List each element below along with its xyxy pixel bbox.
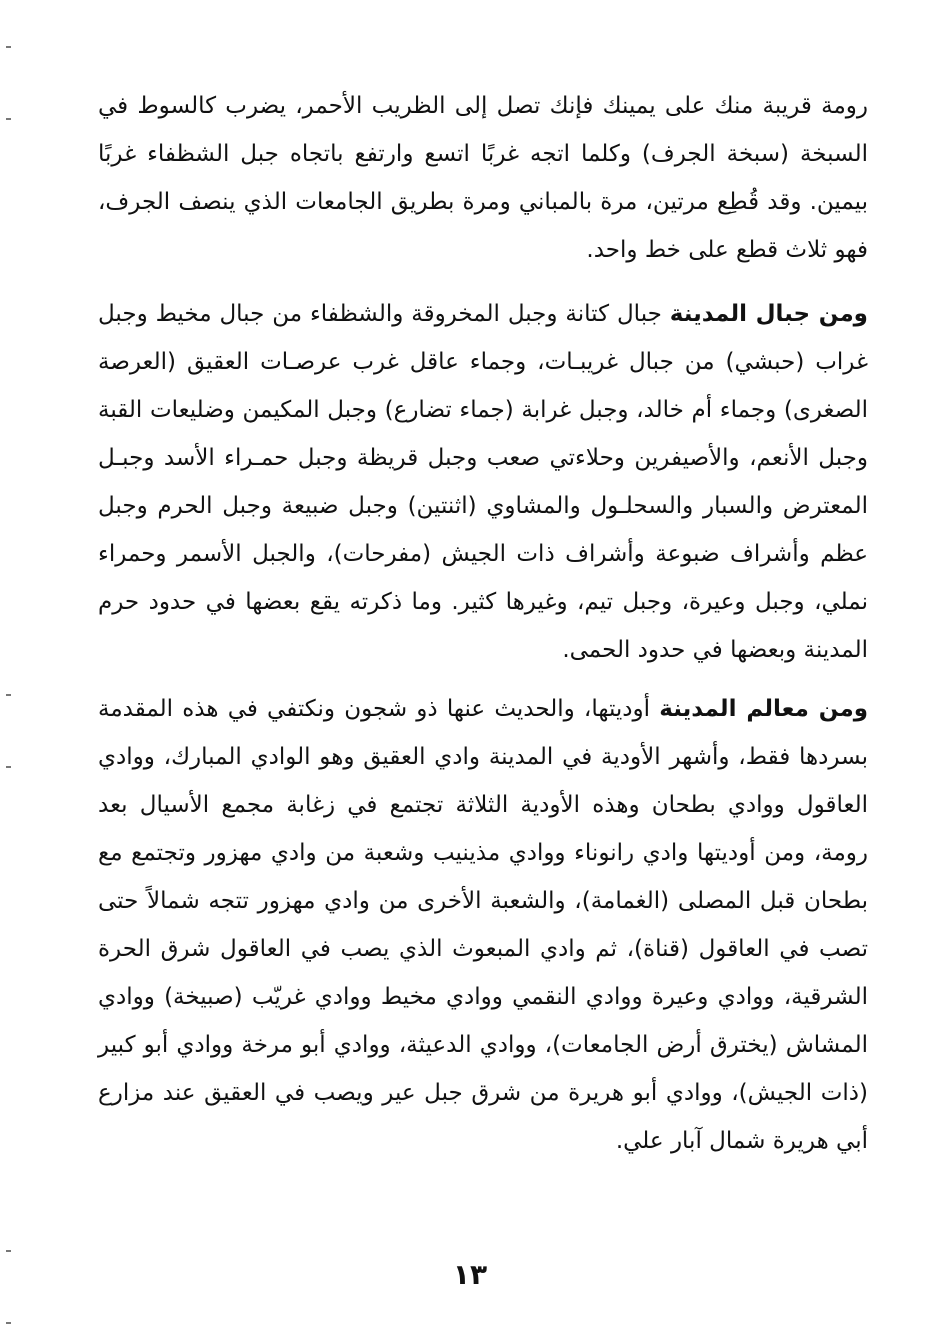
paragraph-text: أوديتها، والحديث عنها ذو شجون ونكتفي في هذه المقدمة بسردها فقط، وأشهر الأودية في المدينة وادي العقيق وهو الوادي المبارك، ووادي العاقول ووادي بطحان وهذه الأودية الثلاثة تجتمع في زغابة مجمع الأسيال بعد رومة، ومن أوديتها وادي رانوناء ووادي مذينيب وشعبة من وادي مهزور وتجتمع مع بطحان قبل المصلى (الغمامة)، والشعبة الأخرى من وادي مهزور تتجه شمالاً حتى تصب في العاقول (قناة)، ثم وادي المبعوث الذي يصب في العاقول شرق الحرة الشرقية، ووادي وعيرة ووادي النقمي ووادي مخيط ووادي غريّب (صبيخة) ووادي المشاش (يخترق أرض الجامعات)، ووادي الدعيثة، ووادي أبو مرخة ووادي أبو كبير (ذات الجيش)، ووادي أبو هريرة من شرق جبل عير ويصب في العقيق عند مزارع أبي هريرة شمال آبار علي.	[98, 696, 868, 1154]
scan-edge-mark	[6, 1322, 11, 1324]
paragraph-text: جبال كتانة وجبل المخروقة والشظفاء من جبال مخيط وجبل غراب (حبشي) من جبال غريبـات، وجماء عاقل غرب عرصـات العقيق (العرصة الصغرى) وجماء أم خالد، وجبل غرابة (جماء تضارع) وجبل المكيمن وضليعات القبة وجبل الأنعم، والأصيفرين وحلاءتي صعب وجبل قريظة وجبل حمـراء الأسد وجبـل المعترض والسبار والسحلـول والمشاوي (اثنتين) وجبل ضبيعة وجبل الحرم وجبل عظم وأشراف ضبوعة وأشراف ذات الجيش (مفرحات)، والجبل الأسمر وحمراء نملي، وجبل وعيرة، وجبل تيم، وغيرها كثير. وما ذكرته يقع بعضها في حدود حرم المدينة وبعضها في حدود الحمى.	[98, 301, 868, 663]
paragraph-lead-mountains: ومن جبال المدينة	[669, 301, 868, 327]
paragraph-valleys	[98, 685, 868, 1165]
scan-edge-mark	[6, 118, 11, 120]
paragraph-text: رومة قريبة منك على يمينك فإنك تصل إلى الظريب الأحمر، يضرب كالسوط في السبخة (سبخة الجرف) وكلما اتجه غربًا اتسع وارتفع باتجاه جبل الشظفاء غربًا بيمين. وقد قُطِع مرتين، مرة بالمباني ومرة بطريق الجامعات الذي ينصف الجرف، فهو ثلاث قطع على خط واحد.	[98, 93, 868, 263]
scan-edge-mark	[6, 1250, 11, 1252]
scan-edge-mark	[6, 694, 11, 696]
paragraph-lead-valleys: ومن معالم المدينة	[659, 696, 869, 722]
paragraph-mountains	[98, 290, 868, 674]
paragraph-rawda-continuation	[98, 82, 868, 274]
scan-edge-mark	[6, 766, 11, 768]
scan-edge-mark	[6, 46, 11, 48]
page-number: ١٣	[452, 1258, 488, 1291]
